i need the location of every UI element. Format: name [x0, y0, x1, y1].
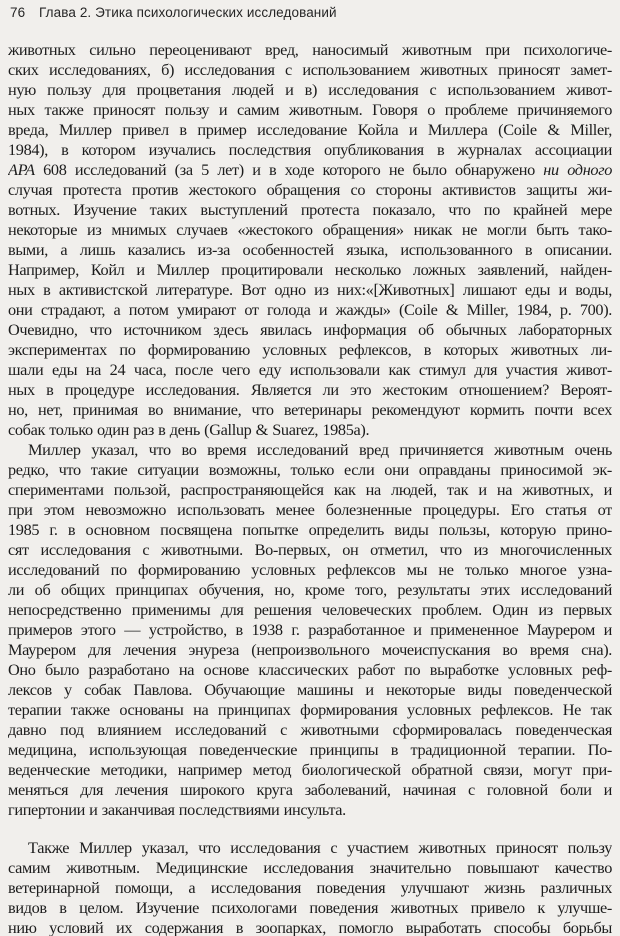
text-run: при этом невозможно использовать менее болезненные процедуры. Его статья от — [8, 500, 612, 519]
text-line — [8, 640, 612, 660]
text-line — [8, 360, 612, 380]
text-run: случая протеста против жестокого обращения со стороны активистов защиты жи- — [8, 180, 612, 199]
paragraph — [8, 40, 612, 440]
text-run: ных в активистской литературе. Вот одно из них:«[Животных] лишают еды и воды, — [8, 280, 612, 299]
text-run: меняться для лечения широкого круга заболеваний, начиная с головной боли и — [8, 780, 612, 799]
text-line — [8, 260, 612, 280]
text-line — [8, 320, 612, 340]
text-line — [8, 180, 612, 200]
text-line — [8, 500, 612, 520]
text-run: ных также приносят пользу и самим животным. Говоря о проблеме причиняемого — [8, 100, 612, 119]
text-run: они страдают, а потом умирают от голода и жажды» (Coile & Miller, 1984, p. 700). — [8, 300, 612, 319]
text-run: вреда, Миллер привел в пример исследование Койла и Миллера (Coile & Miller, — [8, 120, 612, 139]
text-line — [8, 600, 612, 620]
page-number: 76 — [10, 5, 26, 20]
text-line — [8, 460, 612, 480]
text-run: видов в целом. Изучение психологами поведения животных привело к улучше- — [8, 898, 612, 917]
text-line — [8, 160, 612, 180]
text-line — [8, 200, 612, 220]
text-run: Очевидно, что источником здесь явилась информация об обычных лабораторных — [8, 320, 612, 339]
text-line — [8, 898, 612, 918]
text-line — [8, 340, 612, 360]
text-run: нию условий их содержания в зоопарках, помогло выработать способы борьбы — [8, 918, 612, 936]
text-run: Оно было разработано на основе классических работ по выработке условных реф- — [8, 660, 612, 679]
text-line — [8, 280, 612, 300]
text-run: ских исследованиях, б) исследования с использованием животных приносят замет- — [8, 60, 612, 79]
text-line — [8, 780, 612, 800]
text-line — [8, 740, 612, 760]
text-line — [8, 858, 612, 878]
text-run: ветеринарной помощи, а исследования поведения улучшают жизнь различных — [8, 878, 612, 897]
text-run: ли об общих принципах обучения, но, кроме того, результаты этих исследований — [8, 580, 612, 599]
text-run: собак только один раз в день (Gallup & Suarez, 1985a). — [8, 420, 370, 439]
text-line — [8, 80, 612, 100]
text-line — [8, 918, 612, 936]
text-line — [8, 540, 612, 560]
chapter-title: Глава 2. Этика психологических исследований — [39, 5, 337, 20]
text-line — [8, 620, 612, 640]
text-run: исследований по формированию условных рефлексов мы не только многое узна- — [8, 560, 612, 579]
text-run: медицина, использующая поведенческие принципы в традиционной терапии. По- — [8, 740, 612, 759]
text-run: редко, что такие ситуации возможны, только если они оправданы приносимой эк- — [8, 460, 612, 479]
text-run: терапии также основаны на принципах формирования условных рефлексов. Не так — [8, 700, 612, 719]
text-run: самим животным. Медицинские исследования значительно повышают качество — [8, 858, 612, 877]
text-run: 1985 г. в основном посвящена попытке определить виды пользы, которую прино- — [8, 520, 612, 539]
text-run: выми, а лишь казались из-за особенностей языка, использованного в описании. — [8, 240, 612, 259]
text-line — [8, 680, 612, 700]
text-run: веденческие методики, например метод биологической обратной связи, могут при- — [8, 760, 612, 779]
text-line — [8, 240, 612, 260]
text-run: гипертонии и заканчивая последствиями инсульта. — [8, 800, 346, 819]
text-line — [8, 440, 612, 460]
text-line — [8, 120, 612, 140]
text-run: но, нет, принимая во внимание, что ветеринары рекомендуют кормить почти всех — [8, 400, 612, 419]
text-run: примеров этого — устройство, в 1938 г. разработанное и примененное Маурером и — [8, 620, 612, 639]
text-run: давно под влиянием исследований с животными сформировалась поведенческая — [8, 720, 612, 739]
text-run: Миллер указал, что во время исследований вред причиняется животным очень — [28, 440, 612, 459]
text-run: непосредственно применимы для решения человеческих проблем. Один из первых — [8, 600, 612, 619]
text-line — [8, 300, 612, 320]
text-run: Маурером для лечения энуреза (непроизвольного мочеиспускания во время сна). — [8, 640, 612, 659]
text-run: некоторые из мнимых случаев «жестокого обращения» никак не могли быть тако- — [8, 220, 612, 239]
text-run: лексов у собак Павлова. Обучающие машины и некоторые виды поведенческой — [8, 680, 612, 699]
text-run: вотных. Изучение таких выступлений протеста показало, что по крайней мере — [8, 200, 612, 219]
text-line — [8, 580, 612, 600]
page-body — [8, 40, 612, 936]
text-line — [8, 560, 612, 580]
text-line — [8, 420, 612, 440]
text-run: 608 исследований (за 5 лет) и в ходе которого не было обнаружено — [34, 160, 544, 179]
text-line — [8, 140, 612, 160]
italic-text-run: ни одного — [543, 160, 612, 179]
text-line — [8, 60, 612, 80]
text-line — [8, 838, 612, 858]
italic-text-run: APA — [8, 160, 35, 179]
text-line — [8, 480, 612, 500]
text-line — [8, 760, 612, 780]
text-line — [8, 40, 612, 60]
text-line — [8, 220, 612, 240]
text-run: экспериментах по формированию условных рефлексов, в которых животных ли- — [8, 340, 612, 359]
text-line — [8, 100, 612, 120]
paragraph — [8, 440, 612, 820]
text-run: Также Миллер указал, что исследования с участием животных приносят пользу — [28, 838, 612, 857]
text-line — [8, 878, 612, 898]
text-line — [8, 700, 612, 720]
text-run: животных сильно переоценивают вред, наносимый животным при психологиче- — [8, 40, 612, 59]
text-run: ную пользу для процветания людей и в) исследования с использованием живот- — [8, 80, 612, 99]
text-line — [8, 520, 612, 540]
page-header — [10, 5, 610, 20]
text-line — [8, 800, 612, 820]
text-run: 1984), в котором изучались последствия опубликования в журналах ассоциации — [8, 140, 612, 159]
text-line — [8, 380, 612, 400]
text-line — [8, 660, 612, 680]
paragraph — [8, 838, 612, 936]
text-run: сят исследования с животными. Во-первых, он отметил, что из многочисленных — [8, 540, 612, 559]
text-run: ных в процедуре исследования. Является ли это жестоким отношением? Вероят- — [8, 380, 612, 399]
text-run: шали еды на 24 часа, после чего еду использовали как стимул для участия живот- — [8, 360, 612, 379]
text-line — [8, 400, 612, 420]
text-run: Например, Койл и Миллер процитировали несколько ложных заявлений, найден- — [8, 260, 612, 279]
text-run: спериментами пользой, распространяющейся как на людей, так и на животных, и — [8, 480, 612, 499]
text-line — [8, 720, 612, 740]
